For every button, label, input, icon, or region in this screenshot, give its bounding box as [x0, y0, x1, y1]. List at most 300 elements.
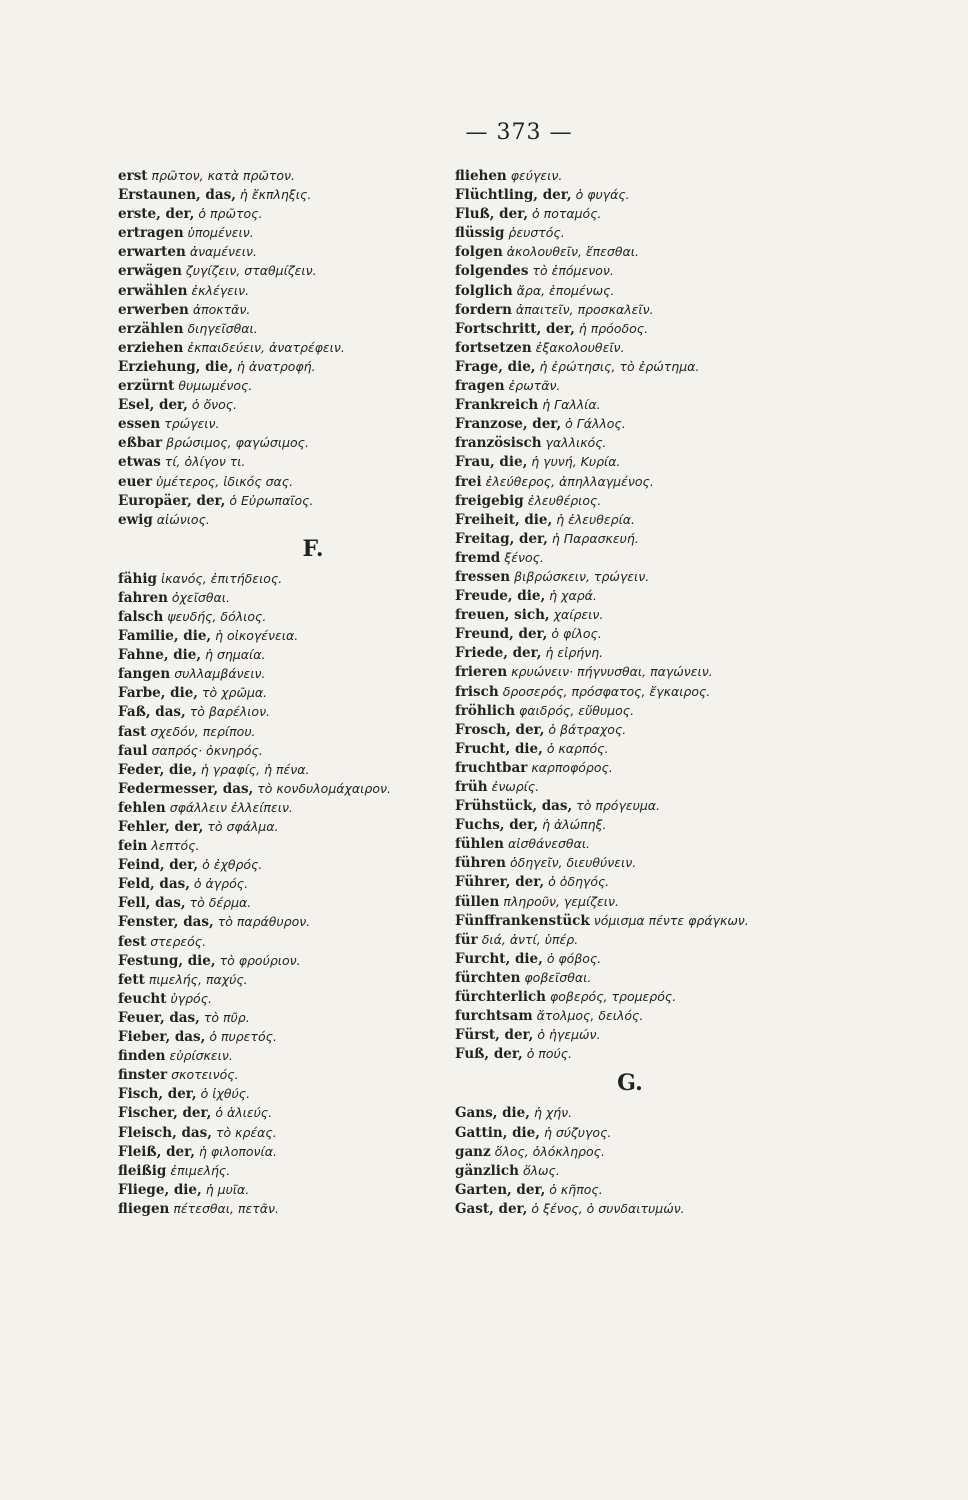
dictionary-entry: [118, 893, 488, 912]
entry-translation: ἱκανός, ἐπιτήδειος.: [160, 570, 283, 586]
entry-translation: διά, ἀντί, ὑπέρ.: [481, 931, 579, 947]
entry-translation: ὑπομένειν.: [187, 225, 254, 241]
entry-translation: ἡ σημαία.: [205, 647, 266, 663]
entry-translation: εὑρίσκειν.: [169, 1048, 233, 1064]
dictionary-entry: [118, 741, 488, 760]
dictionary-entry: [455, 1103, 785, 1122]
entry-translation: ἐλευθέριος.: [527, 492, 602, 508]
entry-headword: Familie, die,: [118, 628, 212, 645]
entry-headword: füllen: [455, 893, 500, 910]
dictionary-entry: [455, 968, 785, 987]
entry-translation: τὸ σφάλμα.: [207, 819, 279, 834]
entry-headword: Gast, der,: [455, 1200, 528, 1217]
entry-translation: ὁ ἡγεμών.: [537, 1027, 601, 1043]
dictionary-entry: [118, 951, 488, 970]
dictionary-entry: [455, 567, 785, 586]
entry-translation: ὅλως.: [522, 1162, 560, 1178]
entry-headword: folgen: [455, 244, 503, 261]
dictionary-entry: [118, 414, 488, 433]
dictionary-entry: [118, 1027, 488, 1046]
entry-headword: Fortschritt, der,: [455, 320, 575, 337]
entry-headword: Fehler, der,: [118, 819, 204, 835]
entry-translation: σχεδόν, περίπου.: [150, 723, 256, 739]
entry-headword: fremd: [455, 549, 501, 566]
entry-headword: eßbar: [118, 435, 163, 452]
left-column: [118, 166, 488, 1218]
dictionary-entry: [118, 874, 488, 893]
entry-translation: τὸ φρούριον.: [219, 952, 301, 968]
entry-translation: ἀναμένειν.: [189, 244, 257, 260]
entry-translation: ὑγρός.: [170, 990, 213, 1006]
entry-translation: ὁ Εὐρωπαῖος.: [229, 492, 314, 508]
dictionary-entry: [455, 261, 785, 280]
dictionary-entry: [455, 758, 785, 777]
entry-translation: ὁ φόβος.: [546, 950, 602, 966]
entry-headword: Flüchtling, der,: [455, 187, 572, 204]
entry-headword: Fuchs, der,: [455, 817, 539, 834]
entry-headword: erziehen: [118, 339, 184, 356]
entry-translation: τί, ὀλίγον τι.: [164, 454, 246, 470]
dictionary-entry: [455, 300, 785, 319]
entry-translation: ἡ φιλοπονία.: [198, 1143, 277, 1159]
dictionary-entry: [455, 1199, 785, 1218]
dictionary-entry: [455, 185, 785, 204]
entry-headword: Fuß, der,: [455, 1046, 523, 1063]
entry-translation: ἄρα, ἑπομένως.: [516, 282, 615, 298]
dictionary-entry: [118, 166, 488, 185]
entry-headword: erwägen: [118, 263, 182, 280]
entry-headword: fein: [118, 838, 148, 855]
entry-headword: Fell, das,: [118, 895, 186, 912]
entry-translation: ὑμέτερος, ἰδικός σας.: [156, 473, 294, 489]
entry-headword: Feder, die,: [118, 761, 197, 778]
dictionary-entry: [118, 319, 488, 338]
dictionary-entry: [118, 338, 488, 357]
section-letter: G.: [617, 1070, 643, 1097]
dictionary-entry: [455, 930, 785, 949]
dictionary-entry: [118, 357, 488, 376]
dictionary-entry: [455, 739, 785, 758]
dictionary-entry: [118, 1199, 488, 1218]
dictionary-entry: [455, 1123, 785, 1142]
entry-translation: ὀχεῖσθαι.: [171, 589, 230, 605]
entry-translation: ὁ πρῶτος.: [198, 206, 263, 222]
entry-headword: gänzlich: [455, 1162, 519, 1179]
dictionary-entry: [455, 376, 785, 395]
entry-translation: ἡ ἀλώπηξ.: [542, 817, 607, 833]
entry-translation: ἡ εἰρήνη.: [545, 645, 604, 661]
entry-translation: ὁ πούς.: [526, 1046, 573, 1062]
entry-headword: Faß, das,: [118, 704, 186, 721]
dictionary-entry: [118, 912, 488, 931]
entry-translation: ἡ ἐρώτησις, τὸ ἐρώτημα.: [539, 358, 700, 374]
entry-translation: ῥευστός.: [508, 225, 565, 241]
entry-translation: τὸ δέρμα.: [189, 895, 252, 911]
entry-headword: Fenster, das,: [118, 914, 214, 931]
dictionary-entry: [455, 1025, 785, 1044]
entry-headword: fast: [118, 723, 147, 740]
entry-translation: δροσερός, πρόσφατος, ἔγκαιρος.: [502, 683, 711, 699]
entry-translation: ἡ Παρασκευή.: [551, 530, 639, 546]
dictionary-entry: [118, 702, 488, 721]
entry-translation: φαιδρός, εὔθυμος.: [519, 702, 635, 718]
entry-headword: Fischer, der,: [118, 1105, 212, 1122]
dictionary-entry: [455, 777, 785, 796]
dictionary-entry: [455, 987, 785, 1006]
entry-translation: λεπτός.: [151, 838, 200, 854]
entry-translation: τὸ κονδυλομάχαιρον.: [257, 780, 391, 796]
entry-headword: frisch: [455, 683, 499, 700]
entry-translation: ἡ πρόοδος.: [578, 320, 649, 336]
entry-translation: ἐλεύθερος, ἀπηλλαγμένος.: [485, 473, 654, 489]
entry-headword: Fleisch, das,: [118, 1124, 212, 1141]
entry-translation: ξένος.: [504, 549, 544, 565]
entry-headword: Freund, der,: [455, 626, 548, 643]
entry-headword: Feind, der,: [118, 857, 199, 874]
dictionary-entry: [118, 664, 488, 683]
entry-translation: φεύγειν.: [510, 168, 563, 183]
dictionary-entry: [455, 395, 785, 414]
entry-translation: ἡ σύζυγος.: [543, 1124, 612, 1140]
dictionary-entry: [455, 491, 785, 510]
entry-headword: falsch: [118, 608, 164, 625]
dictionary-entry: [455, 338, 785, 357]
entry-translation: συλλαμβάνειν.: [174, 666, 266, 682]
dictionary-entry: [118, 376, 488, 395]
entry-headword: Fünffrankenstück: [455, 912, 590, 929]
entry-headword: fliehen: [455, 168, 507, 184]
entry-translation: ἐκπαιδεύειν, ἀνατρέφειν.: [187, 339, 345, 355]
entry-headword: Federmesser, das,: [118, 780, 254, 797]
entry-translation: ὁ ἰχθύς.: [200, 1086, 251, 1102]
dictionary-entry: [455, 242, 785, 261]
entry-headword: fortsetzen: [455, 339, 532, 356]
dictionary-entry: [118, 722, 488, 741]
entry-headword: erwerben: [118, 301, 189, 318]
entry-translation: ὁ κῆπος.: [549, 1181, 603, 1197]
dictionary-entry: [455, 1006, 785, 1025]
entry-translation: ἀπαιτεῖν, προσκαλεῖν.: [515, 301, 654, 317]
entry-headword: freuen, sich,: [455, 607, 550, 624]
entry-translation: τὸ κρέας.: [215, 1124, 277, 1140]
entry-headword: euer: [118, 473, 153, 490]
right-column: [455, 166, 785, 1218]
dictionary-entry: [455, 796, 785, 815]
entry-headword: Franzose, der,: [455, 416, 562, 433]
entry-headword: Erstaunen, das,: [118, 187, 236, 204]
dictionary-entry: [118, 607, 488, 626]
entry-translation: ἡ ἐλευθερία.: [556, 511, 636, 527]
dictionary-entry: [455, 472, 785, 491]
dictionary-entry: [455, 281, 785, 300]
dictionary-entry: [118, 970, 488, 989]
entry-translation: σφάλλειν ἐλλείπειν.: [169, 799, 293, 815]
entry-headword: Europäer, der,: [118, 492, 226, 509]
entry-headword: Gattin, die,: [455, 1124, 540, 1141]
entry-headword: frieren: [455, 664, 508, 681]
entry-headword: früh: [455, 779, 488, 795]
entry-translation: ὁ φυγάς.: [575, 187, 630, 203]
entry-translation: ὁ ὁδηγός.: [548, 874, 610, 890]
dictionary-entry: [455, 662, 785, 681]
dictionary-entry: [455, 815, 785, 834]
entry-translation: καρποφόρος.: [531, 759, 613, 775]
entry-headword: Freude, die,: [455, 588, 546, 605]
dictionary-entry: [455, 204, 785, 223]
dictionary-entry: [455, 223, 785, 242]
entry-headword: Festung, die,: [118, 952, 216, 969]
entry-headword: fordern: [455, 301, 512, 318]
dictionary-entry: [118, 1142, 488, 1161]
entry-headword: fröhlich: [455, 702, 516, 719]
entry-translation: ἡ οἰκογένεια.: [215, 628, 299, 644]
entry-headword: fähig: [118, 570, 157, 587]
dictionary-entry: [455, 643, 785, 662]
entry-translation: ἐνωρίς.: [491, 779, 540, 794]
entry-headword: Friede, der,: [455, 645, 542, 662]
entry-translation: πληροῦν, γεμίζειν.: [503, 893, 619, 909]
entry-translation: ψευδής, δόλιος.: [167, 608, 267, 624]
dictionary-entry: [118, 1065, 488, 1084]
entry-headword: frei: [455, 473, 482, 490]
entry-translation: ἐρωτᾶν.: [508, 378, 561, 394]
entry-headword: freigebig: [455, 492, 524, 509]
dictionary-entry: [118, 1161, 488, 1180]
entry-headword: fleißig: [118, 1162, 167, 1179]
entry-translation: ὁ φίλος.: [551, 626, 602, 642]
dictionary-entry: [118, 569, 488, 588]
entry-translation: αἰσθάνεσθαι.: [507, 836, 591, 852]
entry-translation: σαπρός· ὀκνηρός.: [151, 742, 263, 758]
dictionary-entry: [118, 855, 488, 874]
entry-translation: ὁ βάτραχος.: [548, 721, 627, 737]
entry-translation: ἄτολμος, δειλός.: [536, 1008, 644, 1024]
entry-headword: fürchten: [455, 969, 521, 986]
entry-translation: ζυγίζειν, σταθμίζειν.: [185, 263, 317, 279]
dictionary-entry: [455, 452, 785, 471]
entry-translation: ὁ ἀγρός.: [193, 876, 249, 892]
entry-translation: ὁ ἁλιεύς.: [215, 1105, 273, 1121]
entry-translation: τὸ πρόγευμα.: [576, 798, 661, 814]
dictionary-entry: [118, 281, 488, 300]
entry-headword: folgendes: [455, 263, 529, 280]
dictionary-entry: [455, 166, 785, 185]
dictionary-entry: [455, 892, 785, 911]
entry-translation: ἐξακολουθεῖν.: [535, 339, 625, 355]
entry-translation: φοβεῖσθαι.: [524, 969, 592, 985]
entry-headword: Frucht, die,: [455, 740, 543, 757]
section-letter: F.: [302, 535, 324, 562]
dictionary-entry: [455, 319, 785, 338]
entry-translation: ἐπιμελής.: [170, 1162, 231, 1178]
dictionary-entry: [455, 586, 785, 605]
entry-headword: ertragen: [118, 225, 184, 242]
entry-translation: ἐκλέγειν.: [191, 282, 250, 298]
dictionary-entry: [455, 911, 785, 930]
entry-headword: flüssig: [455, 225, 505, 242]
entry-headword: Freitag, der,: [455, 530, 548, 547]
entry-headword: Frosch, der,: [455, 721, 545, 738]
entry-translation: τὸ παράθυρον.: [217, 914, 311, 930]
entry-translation: βρώσιμος, φαγώσιμος.: [166, 435, 309, 451]
entry-translation: ὁδηγεῖν, διευθύνειν.: [509, 855, 637, 871]
entry-headword: Garten, der,: [455, 1181, 546, 1198]
entry-headword: furchtsam: [455, 1008, 533, 1025]
dictionary-entry: [118, 683, 488, 702]
entry-headword: französisch: [455, 435, 542, 452]
dictionary-entry: [455, 701, 785, 720]
entry-translation: ἡ γυνή, Κυρία.: [531, 454, 621, 470]
entry-translation: ἡ γραφίς, ἡ πένα.: [200, 761, 310, 777]
dictionary-entry: [118, 395, 488, 414]
dictionary-entry: [118, 760, 488, 779]
dictionary-entry: [455, 682, 785, 701]
entry-headword: fürchterlich: [455, 989, 546, 1006]
entry-headword: Frage, die,: [455, 358, 536, 375]
entry-headword: Feuer, das,: [118, 1009, 200, 1026]
dictionary-entry: [118, 989, 488, 1008]
entry-headword: fett: [118, 971, 145, 988]
entry-translation: πέτεσθαι, πετᾶν.: [173, 1200, 279, 1216]
entry-translation: τὸ ἑπόμενον.: [532, 263, 614, 279]
dictionary-entry: [455, 720, 785, 739]
entry-translation: πιμελής, παχύς.: [148, 971, 248, 987]
dictionary-entry: [455, 872, 785, 891]
dictionary-entry: [118, 242, 488, 261]
entry-translation: ὁ ἐχθρός.: [202, 857, 263, 873]
dictionary-entry: [118, 779, 488, 798]
entry-headword: Fliege, die,: [118, 1181, 202, 1198]
entry-translation: ἀποκτᾶν.: [192, 301, 251, 317]
entry-headword: Frühstück, das,: [455, 798, 573, 815]
dictionary-entry: [455, 510, 785, 529]
entry-translation: τὸ χρῶμα.: [202, 685, 268, 701]
entry-headword: erst: [118, 168, 148, 184]
entry-headword: essen: [118, 416, 161, 433]
entry-translation: χαίρειν.: [553, 607, 604, 623]
dictionary-entry: [455, 949, 785, 968]
entry-headword: ewig: [118, 511, 153, 528]
dictionary-entry: [118, 1103, 488, 1122]
dictionary-entry: [118, 932, 488, 951]
dictionary-entry: [118, 798, 488, 817]
dictionary-entry: [118, 1123, 488, 1142]
entry-headword: fruchtbar: [455, 759, 528, 776]
entry-translation: τὸ πῦρ.: [203, 1009, 250, 1025]
dictionary-entry: [118, 204, 488, 223]
entry-translation: ἡ ἀνατροφή.: [236, 358, 316, 374]
entry-translation: ὁ πυρετός.: [209, 1029, 277, 1045]
entry-headword: feucht: [118, 990, 167, 1007]
entry-headword: für: [455, 931, 478, 948]
entry-translation: νόμισμα πέντε φράγκων.: [593, 912, 749, 928]
entry-translation: ἡ ἔκπληξις.: [239, 187, 312, 203]
dictionary-entry: [455, 853, 785, 872]
dictionary-entry: [118, 300, 488, 319]
entry-headword: fehlen: [118, 799, 166, 816]
entry-headword: fangen: [118, 666, 171, 683]
entry-translation: κρυώνειν· πήγνυσθαι, παγώνειν.: [511, 664, 713, 680]
entry-headword: fragen: [455, 378, 505, 395]
entry-headword: faul: [118, 742, 148, 759]
dictionary-entry: [118, 1008, 488, 1027]
dictionary-entry: [118, 1046, 488, 1065]
dictionary-entry: [455, 414, 785, 433]
entry-headword: fahren: [118, 589, 168, 606]
dictionary-entry: [118, 836, 488, 855]
entry-headword: Erziehung, die,: [118, 358, 233, 375]
entry-translation: ἡ μυῖα.: [205, 1181, 250, 1197]
dictionary-entry: [455, 834, 785, 853]
entry-headword: Fieber, das,: [118, 1029, 206, 1046]
entry-headword: erwählen: [118, 282, 188, 299]
entry-translation: ὁ ποταμός.: [532, 206, 602, 222]
entry-translation: στερεός.: [150, 933, 207, 949]
dictionary-entry: [118, 472, 488, 491]
entry-headword: ganz: [455, 1143, 491, 1160]
entry-headword: Furcht, die,: [455, 950, 543, 967]
dictionary-entry: [118, 491, 488, 510]
entry-headword: Fleiß, der,: [118, 1143, 195, 1160]
entry-translation: ὅλος, ὁλόκληρος.: [494, 1143, 605, 1159]
dictionary-entry: [455, 1161, 785, 1180]
entry-translation: ὁ ξένος, ὁ συνδαιτυμών.: [531, 1200, 685, 1216]
entry-translation: ὁ ὄνος.: [191, 397, 238, 413]
dictionary-entry: [118, 588, 488, 607]
entry-headword: Gans, die,: [455, 1105, 530, 1122]
entry-headword: Freiheit, die,: [455, 511, 553, 528]
dictionary-entry: [118, 626, 488, 645]
entry-headword: Feld, das,: [118, 876, 190, 893]
dictionary-entry: [118, 452, 488, 471]
entry-headword: erste, der,: [118, 206, 195, 223]
dictionary-entry: [118, 645, 488, 664]
dictionary-entry: [118, 433, 488, 452]
entry-headword: erzählen: [118, 320, 184, 337]
dictionary-entry: [455, 548, 785, 567]
entry-headword: finster: [118, 1067, 168, 1084]
entry-headword: Führer, der,: [455, 874, 545, 891]
entry-translation: σκοτεινός.: [171, 1067, 239, 1083]
entry-headword: Farbe, die,: [118, 685, 198, 702]
entry-translation: πρῶτον, κατὰ πρῶτον.: [151, 168, 295, 183]
entry-translation: αἰώνιος.: [156, 511, 210, 527]
entry-headword: führen: [455, 855, 506, 872]
entry-headword: Frankreich: [455, 397, 539, 414]
dictionary-entry: [455, 433, 785, 452]
entry-headword: Fahne, die,: [118, 647, 202, 664]
entry-translation: ἡ χαρά.: [549, 588, 597, 604]
entry-headword: fest: [118, 933, 147, 950]
entry-translation: ἡ χήν.: [533, 1105, 573, 1121]
entry-translation: ἡ Γαλλία.: [542, 397, 601, 413]
entry-translation: ὁ καρπός.: [546, 740, 609, 756]
dictionary-entry: [118, 1180, 488, 1199]
entry-headword: finden: [118, 1048, 166, 1065]
dictionary-entry: [118, 185, 488, 204]
dictionary-entry: [455, 1044, 785, 1063]
dictionary-entry: [118, 510, 488, 529]
entry-headword: folglich: [455, 282, 513, 299]
entry-headword: fühlen: [455, 836, 504, 853]
entry-translation: γαλλικός.: [545, 435, 607, 451]
entry-translation: τὸ βαρέλιον.: [189, 704, 271, 720]
entry-translation: ἀκολουθεῖν, ἕπεσθαι.: [506, 244, 639, 260]
entry-headword: Fürst, der,: [455, 1027, 534, 1044]
dictionary-entry: [455, 624, 785, 643]
dictionary-entry: [118, 817, 488, 836]
entry-headword: Frau, die,: [455, 454, 528, 471]
